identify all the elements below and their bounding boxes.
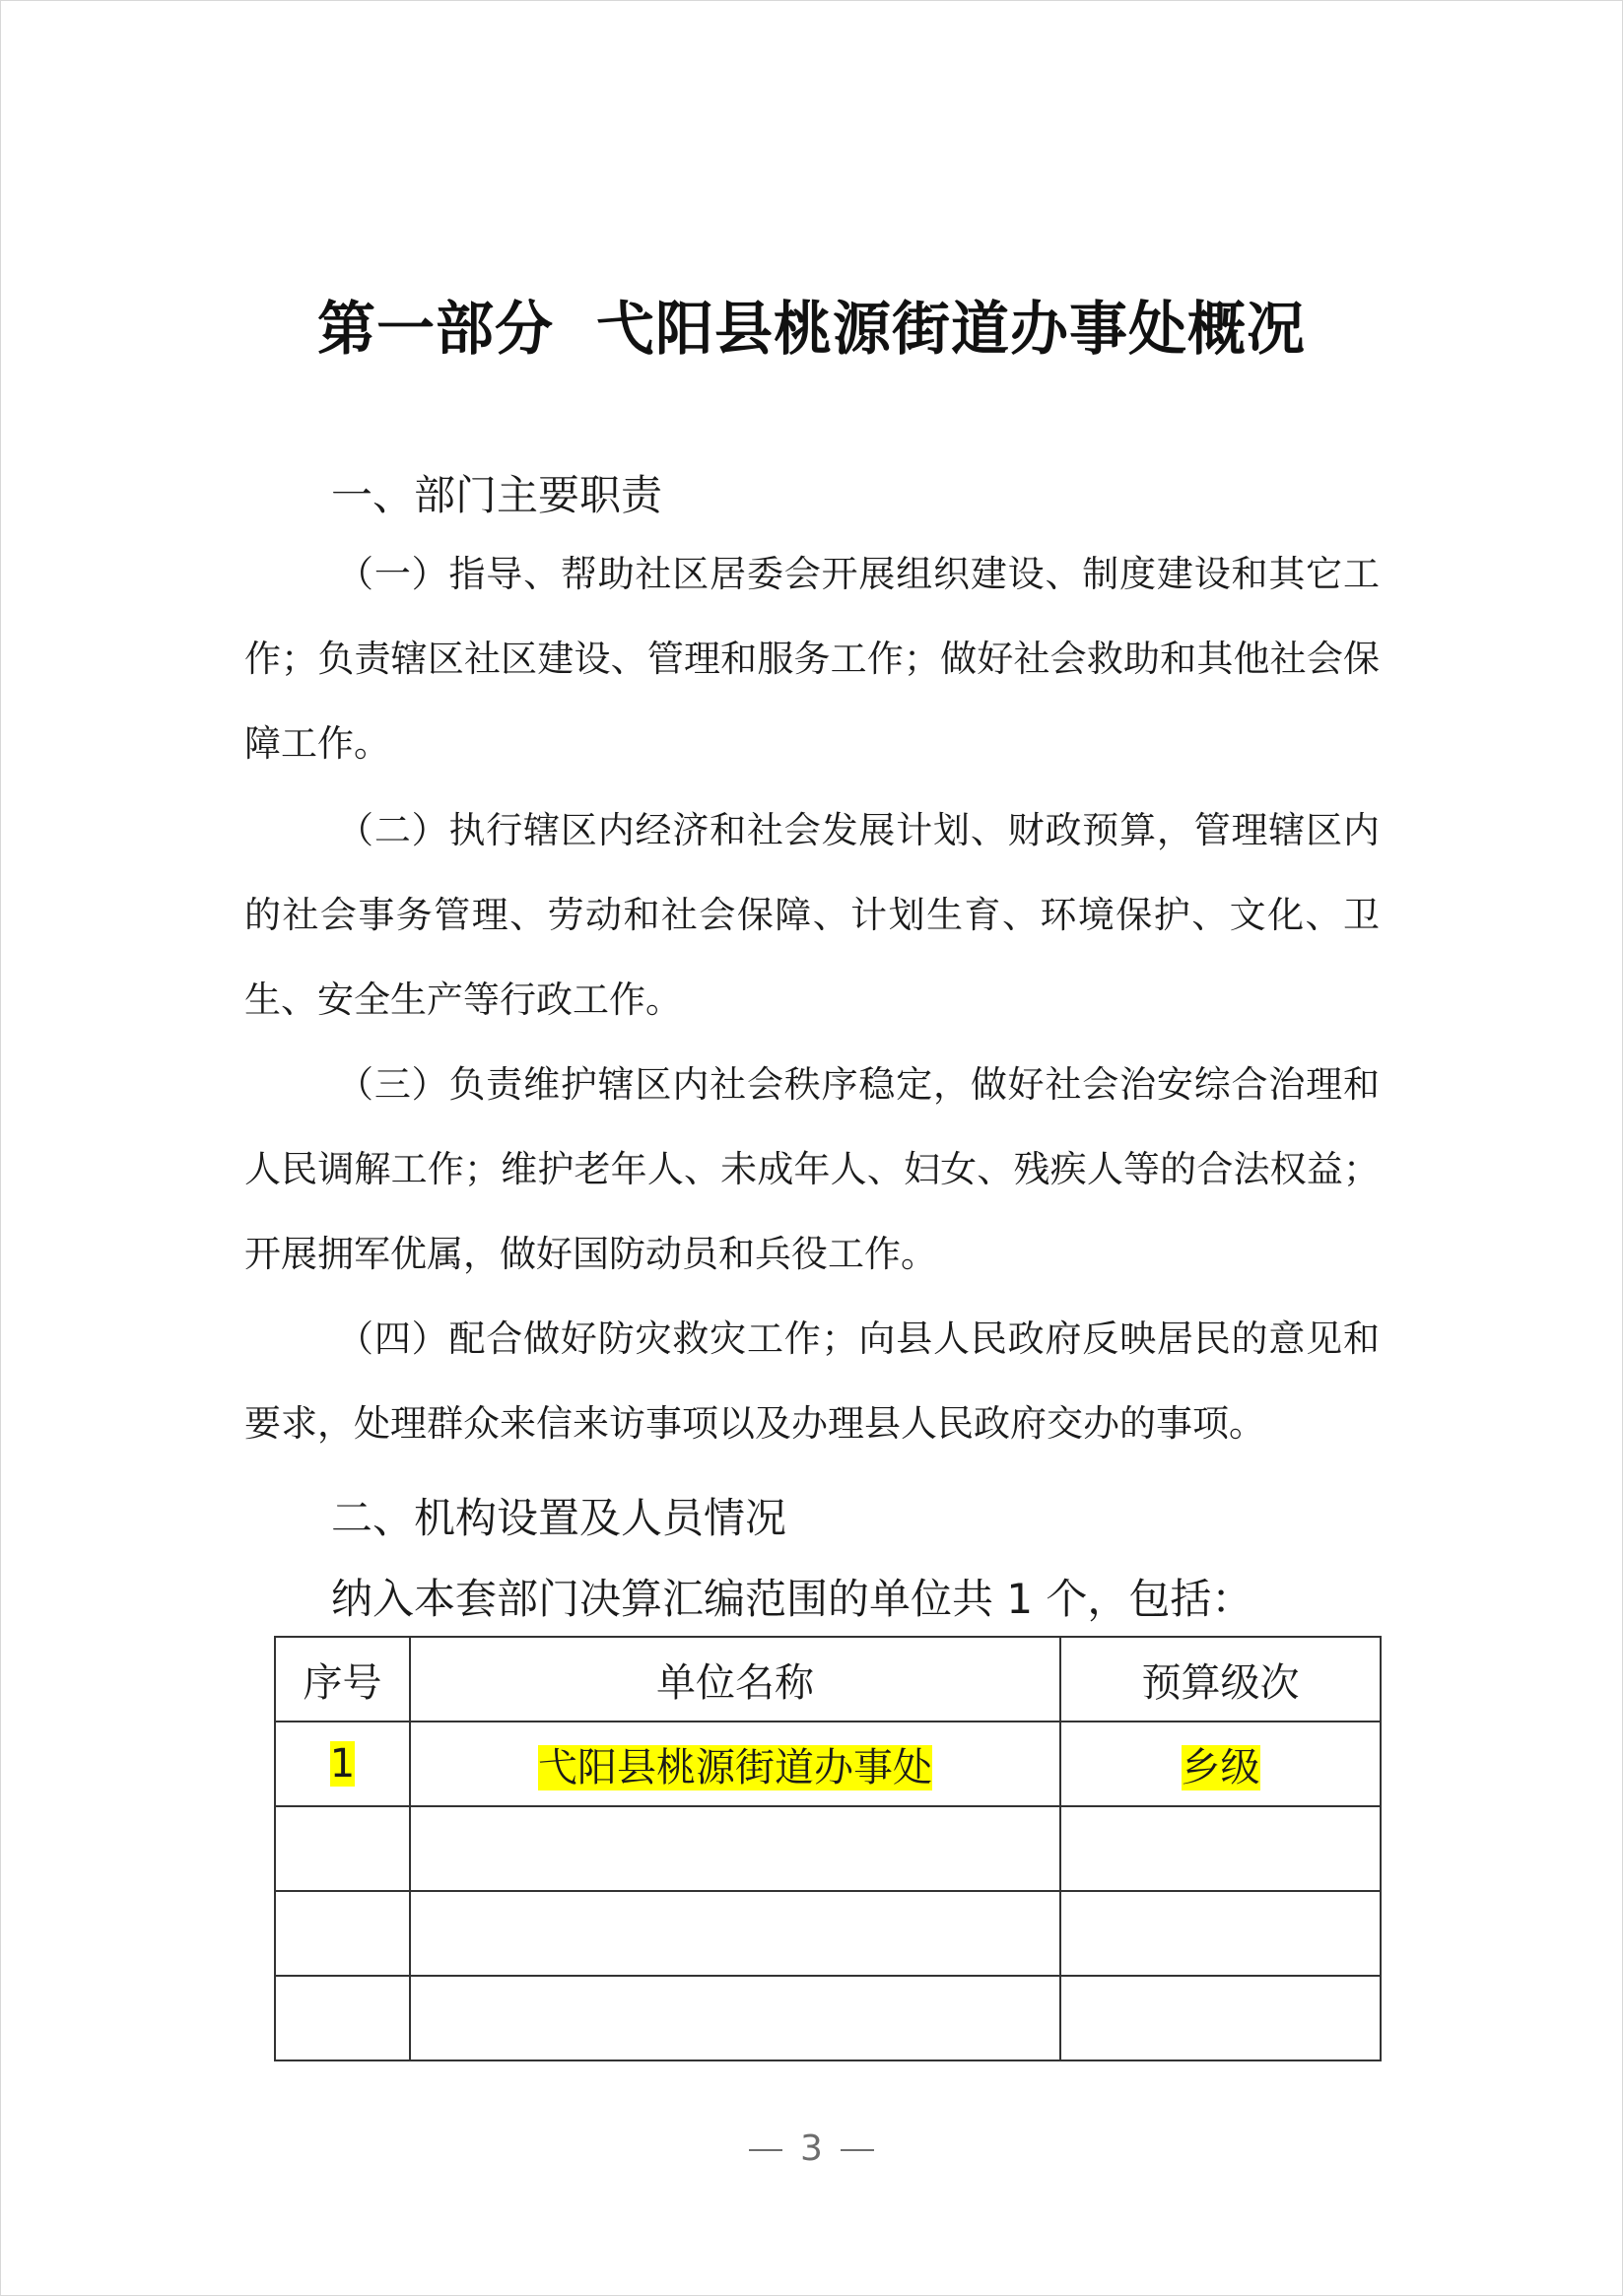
page-number-dash-left	[749, 2149, 782, 2151]
duty-paragraph-2: （二）执行辖区内经济和社会发展计划、财政预算，管理辖区内的社会事务管理、劳动和社会保障、计划生育、环境保护、文化、卫生、安全生产等行政工作。	[244, 809, 1380, 1021]
table-header-row	[275, 1637, 1381, 1722]
cell-serial: 1	[329, 1741, 356, 1787]
page-number-dash-right	[841, 2149, 874, 2151]
cell-unit-name	[410, 1891, 1060, 1976]
cell-unit-name	[410, 1806, 1060, 1891]
duty-paragraph-1: （一）指导、帮助社区居委会开展组织建设、制度建设和其它工作；负责辖区社区建设、管理和服务工作；做好社会救助和其他社会保障工作。	[244, 553, 1380, 765]
section-heading-organization: 二、机构设置及人员情况	[331, 1494, 787, 1542]
document-title: 第一部分 弋阳县桃源街道办事处概况	[316, 295, 1307, 363]
duty-paragraph-4: （四）配合做好防灾救灾工作；向县人民政府反映居民的意见和要求，处理群众来信来访事项以及办理县人民政府交办的事项。	[244, 1317, 1380, 1445]
section-heading-duties: 一、部门主要职责	[331, 471, 663, 519]
page-number	[0, 2128, 1623, 2169]
units-table	[274, 1636, 1382, 2061]
cell-serial	[275, 1976, 410, 2060]
cell-serial	[275, 1891, 410, 1976]
header-budget-level: 预算级次	[1060, 1637, 1381, 1722]
table-row	[275, 1891, 1381, 1976]
header-unit-name: 单位名称	[410, 1637, 1060, 1722]
cell-serial	[275, 1806, 410, 1891]
unit-scope-text: 纳入本套部门决算汇编范围的单位共 1 个，包括：	[331, 1575, 1253, 1623]
cell-budget-level	[1060, 1891, 1381, 1976]
header-serial: 序号	[275, 1637, 410, 1722]
cell-unit-name: 弋阳县桃源街道办事处	[538, 1744, 932, 1790]
cell-unit-name	[410, 1976, 1060, 2060]
cell-budget-level	[1060, 1976, 1381, 2060]
cell-budget-level: 乡级	[1181, 1744, 1260, 1790]
duty-paragraph-3: （三）负责维护辖区内社会秩序稳定，做好社会治安综合治理和人民调解工作；维护老年人、未成年人、妇女、残疾人等的合法权益；开展拥军优属，做好国防动员和兵役工作。	[244, 1063, 1380, 1275]
table-row	[275, 1806, 1381, 1891]
page-number-value: 3	[800, 2128, 823, 2169]
table-row	[275, 1722, 1381, 1806]
table-row	[275, 1976, 1381, 2060]
cell-budget-level	[1060, 1806, 1381, 1891]
